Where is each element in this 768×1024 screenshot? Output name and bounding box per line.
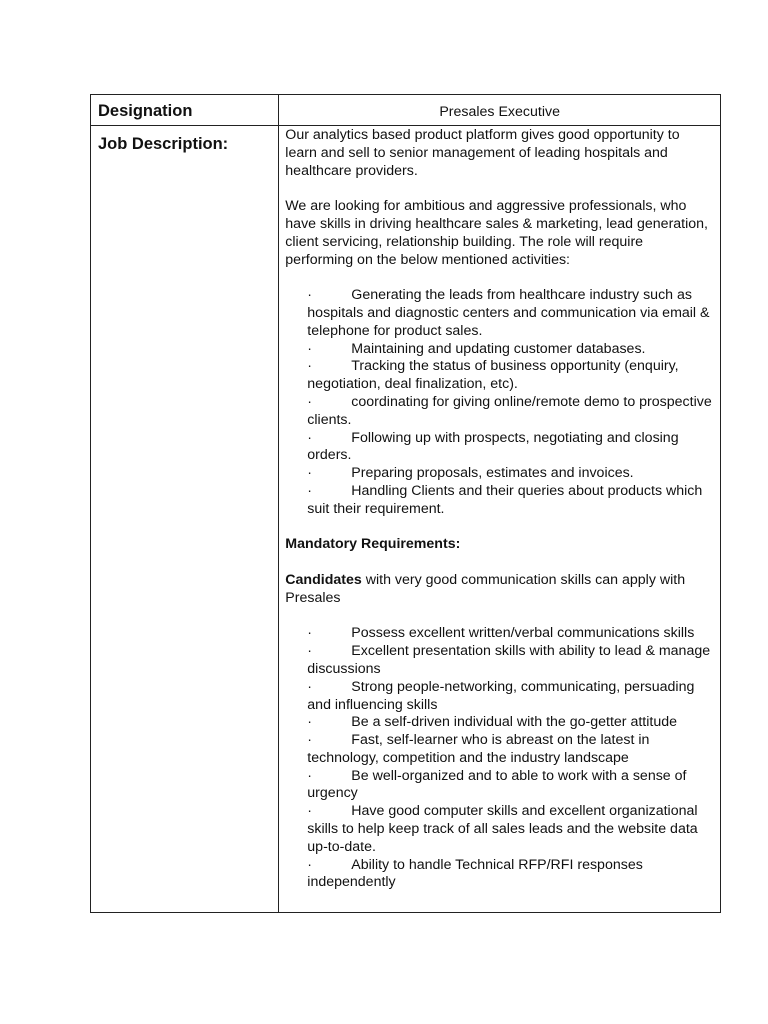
bullet-dot: · [307, 625, 313, 642]
bullet-dot: · [307, 732, 313, 749]
list-item [307, 465, 714, 483]
list-item-text: Possess excellent written/verbal communications skills [351, 625, 695, 642]
list-item-text: Be well-organized and to able to work with a sense of urgency [307, 767, 687, 802]
job-description-content [279, 126, 721, 913]
bullet-dot: · [307, 643, 313, 660]
list-item [307, 732, 714, 768]
list-item-text: Tracking the status of business opportunity (enquiry, negotiation, deal finalization, etc). [307, 358, 679, 393]
bullet-dot: · [307, 465, 313, 482]
designation-row [91, 95, 721, 126]
mandatory-requirements-heading: Mandatory Requirements: [285, 536, 461, 553]
list-item-text: coordinating for giving online/remote demo to prospective clients. [307, 393, 712, 428]
list-item-text: Have good computer skills and excellent organizational skills to help keep track of all sales leads and the website data up-to-date. [307, 803, 698, 855]
intro-paragraph: We are looking for ambitious and aggressive professionals, who have skills in driving healthcare sales & marketing, lead generation, client servicing, relationship building. The role will require performing on the below mentioned activities: [285, 198, 708, 268]
designation-label: Designation [91, 95, 279, 126]
list-item-text: Strong people-networking, communicating, persuading and influencing skills [307, 678, 695, 713]
list-item-text: Generating the leads from healthcare industry such as hospitals and diagnostic centers and communication via email & telephone for product sales. [307, 287, 710, 339]
bullet-dot: · [307, 767, 313, 784]
list-item-text: Preparing proposals, estimates and invoices. [351, 465, 634, 482]
intro-paragraph: Our analytics based product platform gives good opportunity to learn and sell to senior management of leading hospitals and healthcare providers. [285, 127, 680, 179]
list-item-text: Be a self-driven individual with the go-getter attitude [351, 714, 678, 731]
bullet-dot: · [307, 340, 313, 357]
list-item [307, 341, 714, 359]
list-item-text: Maintaining and updating customer databases. [351, 340, 646, 357]
list-item [307, 483, 714, 519]
list-item-text: Following up with prospects, negotiating and closing orders. [307, 429, 679, 464]
job-description-label: Job Description: [91, 126, 279, 913]
list-item-text: Excellent presentation skills with ability to lead & manage discussions [307, 643, 711, 677]
activities-list [285, 287, 714, 518]
bullet-dot: · [307, 803, 313, 820]
candidates-bold: Candidates [285, 571, 362, 588]
candidates-text: with very good communication skills can apply with Presales [285, 571, 686, 606]
list-item [307, 643, 714, 679]
bullet-dot: · [307, 678, 313, 695]
bullet-dot: · [307, 482, 313, 499]
list-item [307, 679, 714, 715]
list-item [307, 287, 714, 340]
bullet-dot: · [307, 714, 313, 731]
job-description-row [91, 126, 721, 913]
list-item [307, 358, 714, 394]
list-item [307, 857, 714, 893]
list-item [307, 803, 714, 856]
list-item-text: Fast, self-learner who is abreast on the latest in technology, competition and the industry landscape [307, 732, 650, 766]
list-item-text: Ability to handle Technical RFP/RFI responses independently [307, 856, 643, 891]
requirements-list [285, 625, 714, 892]
job-description-table [90, 94, 721, 913]
designation-value: Presales Executive [279, 95, 721, 126]
bullet-dot: · [307, 856, 313, 873]
list-item-text: Handling Clients and their queries about products which suit their requirement. [307, 482, 703, 517]
bullet-dot: · [307, 358, 313, 375]
bullet-dot: · [307, 287, 313, 304]
list-item [307, 714, 714, 732]
list-item [307, 394, 714, 430]
list-item [307, 625, 714, 643]
bullet-dot: · [307, 393, 313, 410]
candidates-paragraph [285, 572, 714, 608]
list-item [307, 768, 714, 804]
list-item [307, 430, 714, 466]
bullet-dot: · [307, 429, 313, 446]
